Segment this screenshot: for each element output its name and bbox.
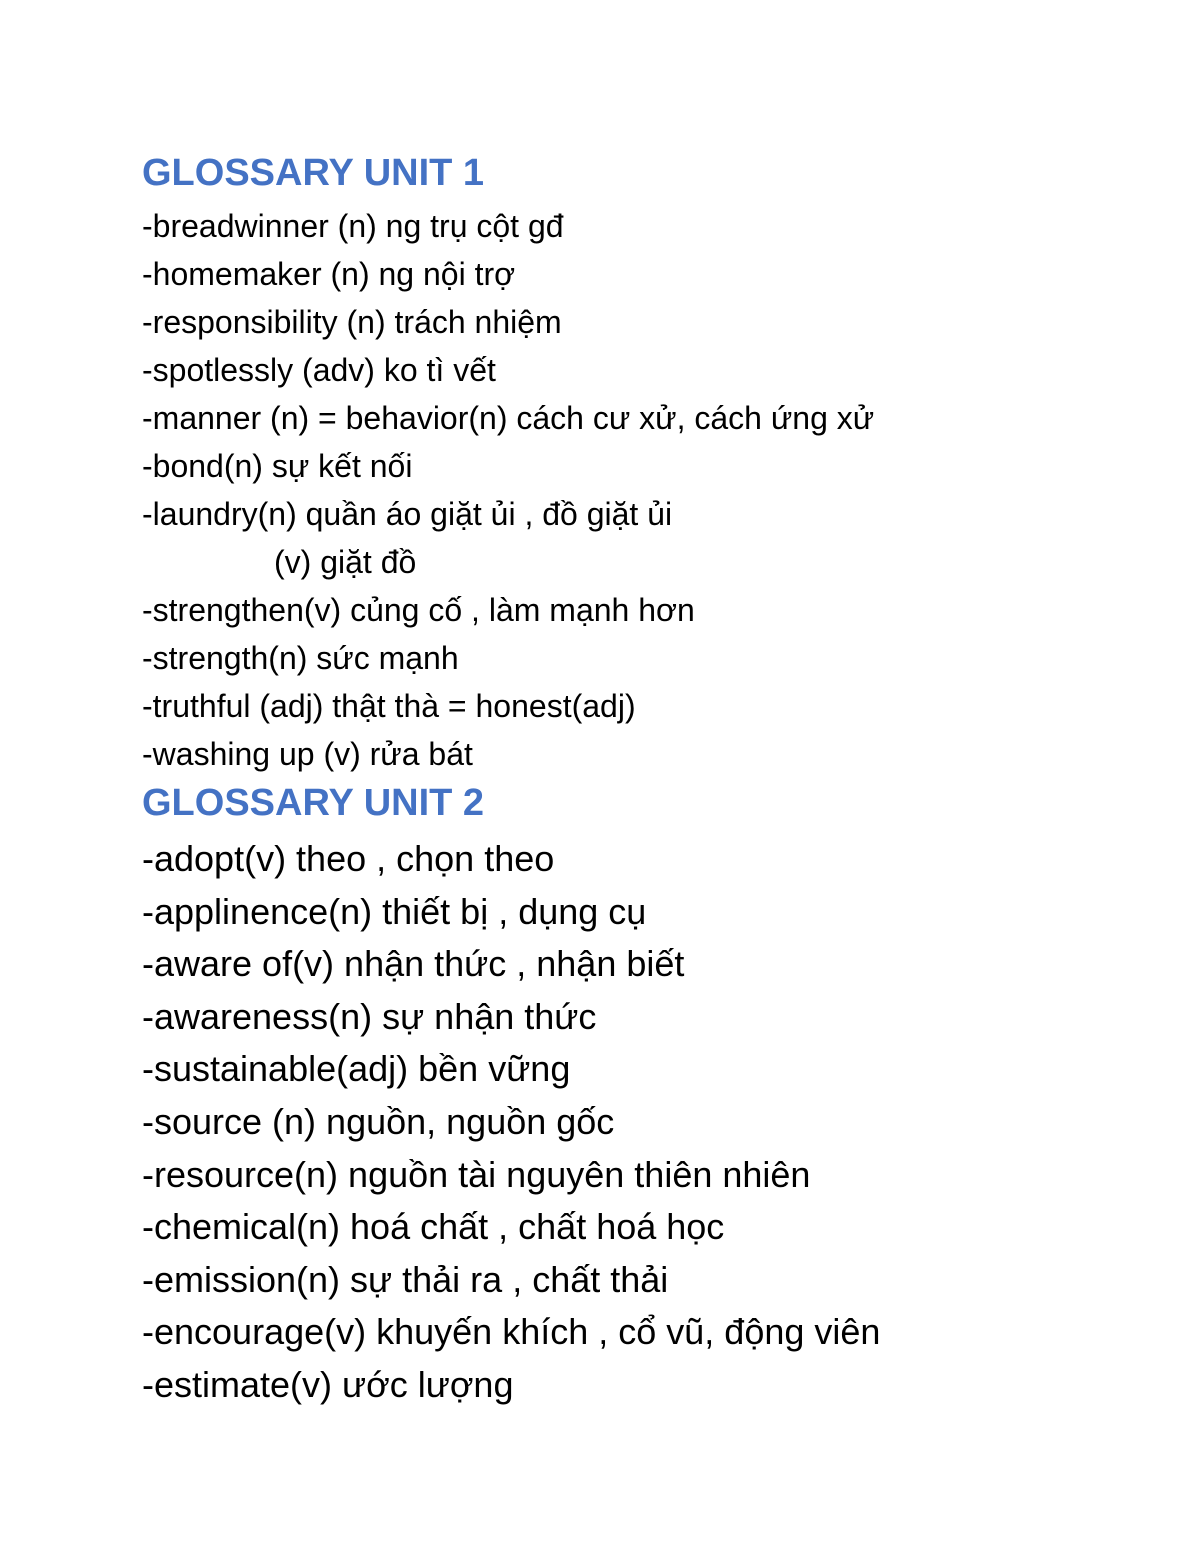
glossary-entry: -manner (n) = behavior(n) cách cư xử, cách ứng xử	[142, 400, 875, 436]
unit-1-glossary-list	[142, 202, 874, 778]
glossary-entry: -aware of(v) nhận thức , nhận biết	[142, 943, 685, 985]
glossary-entry: -spotlessly (adv) ko tì vết	[142, 352, 496, 388]
unit-1-heading: GLOSSARY UNIT 1	[142, 152, 485, 194]
glossary-entry: -estimate(v) ước lượng	[142, 1363, 514, 1405]
glossary-entry: -truthful (adj) thật thà = honest(adj)	[142, 688, 636, 724]
unit-2-heading: GLOSSARY UNIT 2	[142, 782, 485, 824]
glossary-entry-continuation: (v) giặt đồ	[274, 544, 417, 580]
glossary-entry: -encourage(v) khuyến khích , cổ vũ, động viên	[142, 1311, 881, 1353]
glossary-entry: -responsibility (n) trách nhiệm	[142, 304, 562, 340]
glossary-entry: -bond(n) sự kết nối	[142, 448, 413, 484]
glossary-entry: -resource(n) nguồn tài nguyên thiên nhiên	[142, 1153, 811, 1195]
glossary-entry: -strengthen(v) củng cố , làm mạnh hơn	[142, 592, 695, 628]
glossary-entry: -awareness(n) sự nhận thức	[142, 995, 597, 1037]
glossary-entry: -adopt(v) theo , chọn theo	[142, 838, 555, 879]
glossary-entry: -source (n) nguồn, nguồn gốc	[142, 1100, 615, 1142]
glossary-entry: -laundry(n) quần áo giặt ủi , đồ giặt ủi	[142, 496, 673, 532]
glossary-entry: -emission(n) sự thải ra , chất thải	[142, 1258, 669, 1300]
glossary-entry: -applinence(n) thiết bị , dụng cụ	[142, 890, 647, 932]
glossary-entry: -washing up (v) rửa bát	[142, 736, 473, 772]
glossary-entry: -chemical(n) hoá chất , chất hoá học	[142, 1206, 725, 1248]
glossary-entry: -strength(n) sức mạnh	[142, 640, 459, 676]
glossary-entry: -sustainable(adj) bền vững	[142, 1048, 571, 1090]
unit-2-glossary-list	[142, 833, 880, 1412]
glossary-entry: -homemaker (n) ng nội trợ	[142, 256, 516, 292]
glossary-entry: -breadwinner (n) ng trụ cột gđ	[142, 208, 564, 244]
